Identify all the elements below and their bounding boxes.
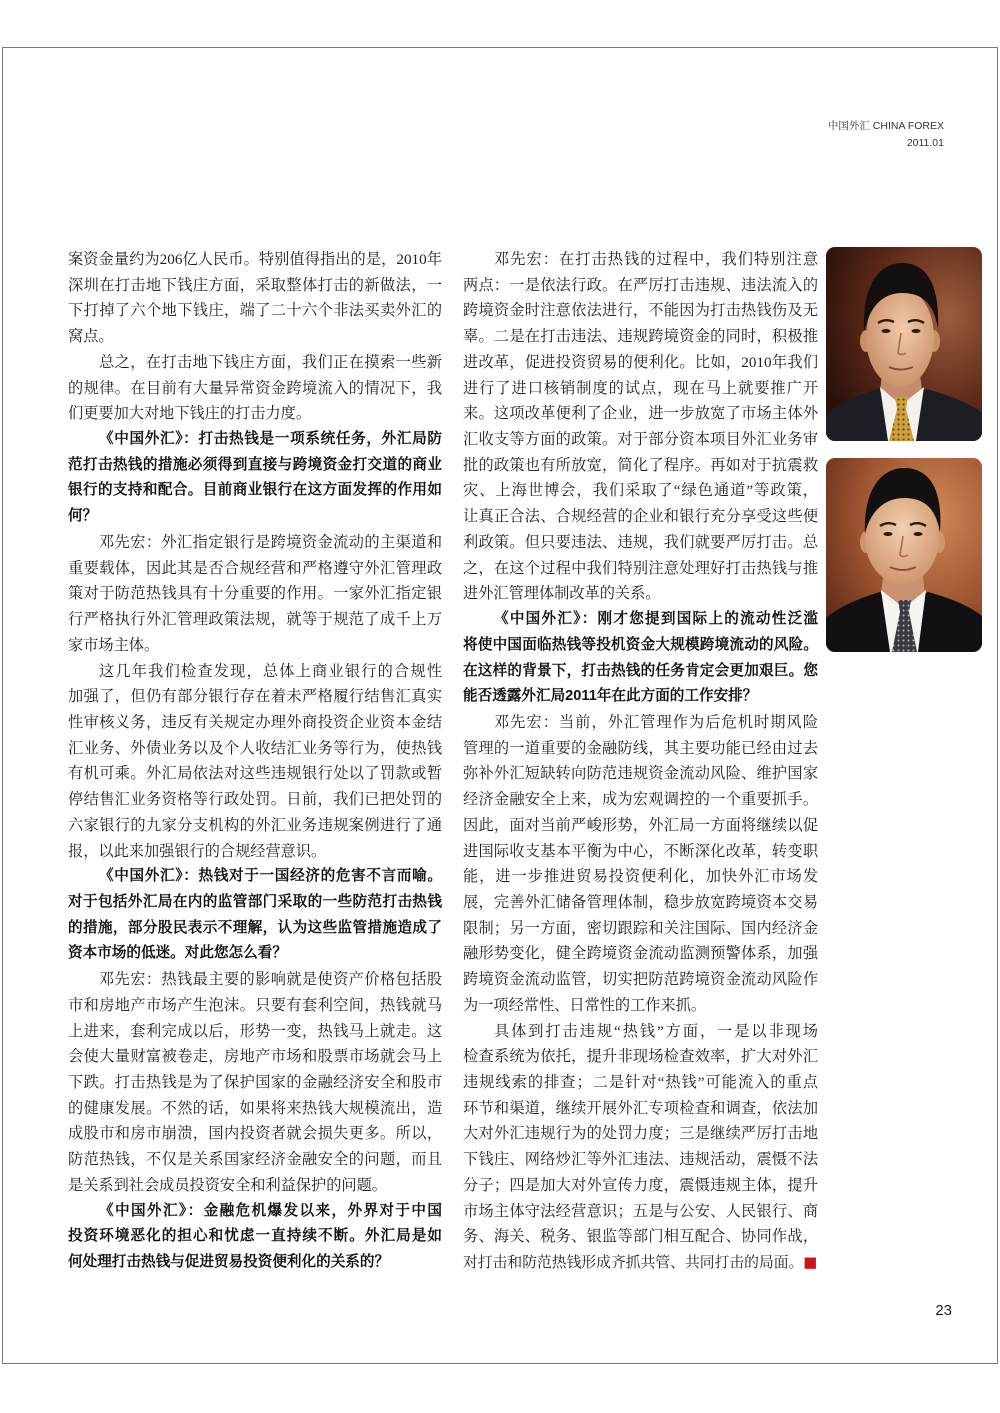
continuation-paragraph [68, 247, 442, 350]
text-line [68, 967, 442, 993]
text-line [463, 324, 818, 350]
line-text: 总之，在打击地下钱庄方面，我们正在摸索一些新 [99, 353, 442, 371]
line-text: 《中国外汇》：刚才您提到国际上的流动性泛滥 [494, 611, 818, 628]
text-line [68, 324, 442, 350]
line-text: 邓先宏：在打击热钱的过程中，我们特别注意 [494, 251, 818, 268]
line-text: 分子；四是加大对外宣传力度，震慑违规主体，提升 [463, 1176, 818, 1194]
text-line [463, 839, 818, 865]
text-line [463, 1096, 818, 1122]
line-text: 进外汇管理体制改革的关系。 [463, 585, 661, 603]
text-line [68, 401, 442, 427]
body-paragraph [463, 1019, 818, 1277]
line-text: 经济金融安全上来，成为宏观调控的一个重要抓手。 [463, 791, 818, 809]
text-line [463, 350, 818, 376]
text-line [463, 787, 818, 813]
question-paragraph [68, 864, 442, 967]
text-line [68, 761, 442, 787]
line-text: 的健康发展。不然的话，如果将来热钱大规模流出，造 [68, 1099, 442, 1117]
answer-paragraph [68, 967, 442, 1198]
text-line [68, 1070, 442, 1096]
text-line [68, 710, 442, 736]
text-line [68, 993, 442, 1019]
text-line [68, 607, 442, 633]
text-line [68, 504, 442, 530]
line-text: 对于包括外汇局在内的监管部门采取的一些防范打击热钱 [68, 893, 442, 910]
text-line [68, 427, 442, 453]
line-text: 两点：一是依法行政。在严厉打击违规、违法流入的 [463, 276, 818, 294]
line-text: 进行了进口核销制度的试点，现在马上就要推广开 [463, 379, 818, 397]
line-text: 邓先宏：热钱最主要的影响就是使资产价格包括股 [99, 971, 442, 989]
text-line [463, 710, 818, 736]
line-text: 来。这项改革便利了企业，进一步放宽了市场主体外 [463, 405, 818, 423]
text-line [68, 556, 442, 582]
line-text: 跨境资金流动监管，切实把防范跨境资金流动风险作 [463, 971, 818, 989]
text-line [463, 581, 818, 607]
line-text: 违规线索的排查；二是针对“热钱”可能流入的重点 [463, 1074, 818, 1091]
line-text: 检查系统为依托，提升非现场检查效率，扩大对外汇 [463, 1048, 818, 1066]
text-line [463, 916, 818, 942]
line-text: 防范热钱，不仅是关系国家经济金融安全的问题，而且 [68, 1151, 442, 1169]
text-line [463, 298, 818, 324]
line-text: 下钱庄、网络炒汇等外汇违法、违规活动，震慑不法 [463, 1151, 818, 1169]
line-text: 能，进一步推进贸易投资便利化，加快外汇市场发 [463, 868, 818, 886]
page-number: 23 [935, 1302, 952, 1319]
text-line [68, 350, 442, 376]
line-text: 环节和渠道，继续开展外汇专项检查和调查，依法加 [463, 1099, 818, 1117]
line-text: 进改革，促进投资贸易的便利化。比如，2010年我们 [463, 353, 818, 371]
line-text: 展，完善外汇储备管理体制，稳步放宽跨境资本交易 [463, 893, 818, 911]
line-text: 务、海关、税务、银监等部门相互配合、协同作战， [463, 1228, 818, 1246]
line-text: 成股市和房市崩溃，国内投资者就会损失更多。所以， [68, 1125, 442, 1143]
portrait-photo [826, 458, 982, 652]
text-line [68, 890, 442, 916]
answer-paragraph [68, 530, 442, 659]
line-text: 资本市场的低迷。对此您怎么看？ [68, 945, 287, 962]
line-text: 灾、上海世博会，我们采取了“绿色通道”等政策， [463, 482, 818, 500]
line-text: 汇业务、外债业务以及个人收结汇业务等行为，使热钱 [68, 739, 442, 757]
text-line [68, 478, 442, 504]
line-text: 邓先宏：外汇指定银行是跨境资金流动的主渠道和 [99, 533, 442, 551]
text-line [463, 376, 818, 402]
line-text: 利政策。但只要违法、违规，我们就要严厉打击。总 [463, 533, 818, 551]
text-line [463, 401, 818, 427]
text-line [68, 1019, 442, 1045]
text-line [463, 1121, 818, 1147]
text-line [463, 273, 818, 299]
question-paragraph [463, 607, 818, 710]
line-text: 市场主体守法经营意识；五是与公安、人民银行、商 [463, 1202, 818, 1220]
answer-paragraph [463, 710, 818, 1019]
text-line [463, 607, 818, 633]
line-text: 下打掉了六个地下钱庄，端了二十六个非法买卖外汇的 [68, 302, 442, 320]
text-line [68, 941, 442, 967]
line-text: 因此，面对当前严峻形势，外汇局一方面将继续以促 [463, 816, 818, 834]
text-line [463, 530, 818, 556]
line-text: 六家银行的九家分支机构的外汇业务违规案例进行了通 [68, 816, 442, 834]
text-line [68, 787, 442, 813]
text-line [463, 761, 818, 787]
text-line [68, 659, 442, 685]
text-line [463, 1173, 818, 1199]
line-text: 跨境资金时注意依法进行，不能因为打击热钱伤及无 [463, 302, 818, 320]
text-line [463, 1019, 818, 1045]
line-text: 限制；另一方面，密切跟踪和关注国际、国内经济金 [463, 919, 818, 937]
text-line [68, 376, 442, 402]
text-line [463, 864, 818, 890]
line-text: 这几年我们检查发现，总体上商业银行的合规性 [99, 662, 442, 680]
text-line [68, 916, 442, 942]
text-line [68, 1250, 442, 1276]
text-line [463, 556, 818, 582]
text-line [463, 813, 818, 839]
text-line [68, 1044, 442, 1070]
line-text: 何？ [68, 508, 98, 525]
line-text: 策对于防范热钱具有十分重要的作用。一家外汇指定银 [68, 585, 442, 603]
line-text: 深圳在打击地下钱庄方面，采取整体打击的新做法，一 [68, 276, 442, 294]
line-text: 是关系到社会成员投资安全和利益保护的问题。 [68, 1176, 387, 1194]
text-line [463, 478, 818, 504]
right-column [463, 247, 818, 1277]
line-text: 对打击和防范热钱形成齐抓共管、共同打击的局面。 [463, 1255, 804, 1272]
body-paragraph [68, 350, 442, 427]
line-text: 上进来，套利完成以后，形势一变，热钱马上就走。这 [68, 1022, 442, 1040]
line-text: 在这样的背景下，打击热钱的任务肯定会更加艰巨。您 [463, 662, 818, 679]
text-line [463, 247, 818, 273]
text-line [68, 530, 442, 556]
line-text: 将使中国面临热钱等投机资金大规模跨境流动的风险。 [463, 636, 818, 653]
line-text: 何处理打击热钱与促进贸易投资便利化的关系的？ [68, 1254, 390, 1271]
line-text: 能否透露外汇局2011年在此方面的工作安排？ [463, 688, 758, 705]
line-text: 融形势变化，健全跨境资金流动监测预警体系，加强 [463, 945, 818, 963]
line-text: 汇收支等方面的政策。对于部分资本项目外汇业务审 [463, 431, 818, 449]
line-text: 为一项经常性、日常性的工作来抓。 [463, 996, 706, 1014]
text-line [463, 993, 818, 1019]
answer-paragraph [463, 247, 818, 607]
line-text: 的规律。在目前有大量异常资金跨境流入的情况下，我 [68, 379, 442, 397]
line-text: 管理的一道重要的金融防线，其主要功能已经由过去 [463, 739, 818, 757]
text-line [68, 684, 442, 710]
line-text: 们更要加大对地下钱庄的打击力度。 [68, 405, 311, 423]
text-line [463, 941, 818, 967]
line-text: 性审核义务，违反有关规定办理外商投资企业资本金结 [68, 713, 442, 731]
line-text: 银行的支持和配合。目前商业银行在这方面发挥的作用如 [68, 482, 442, 499]
text-line [68, 1224, 442, 1250]
body-paragraph [68, 659, 442, 865]
text-line [463, 427, 818, 453]
line-text: 《中国外汇》：金融危机爆发以来，外界对于中国 [99, 1202, 442, 1219]
question-paragraph [68, 1199, 442, 1276]
line-text: 《中国外汇》：热钱对于一国经济的危害不言而喻。 [99, 868, 442, 885]
text-line [68, 1121, 442, 1147]
line-text: 让真正合法、合规经营的企业和银行充分享受这些便 [463, 508, 818, 526]
end-of-article-mark: ■ [803, 1254, 818, 1272]
line-text: 窝点。 [68, 328, 114, 346]
line-text: 加强了，但仍有部分银行存在着未严格履行结售汇真实 [68, 688, 442, 706]
text-line [68, 1147, 442, 1173]
text-line [463, 890, 818, 916]
line-text: 范打击热钱的措施必须得到直接与跨境资金打交道的商业 [68, 456, 442, 473]
left-column [68, 247, 442, 1276]
line-text: 市和房地产市场产生泡沫。只要有套利空间，热钱就马 [68, 996, 442, 1014]
line-text: 会使大量财富被卷走，房地产市场和股票市场就会马上 [68, 1048, 442, 1066]
text-line [68, 581, 442, 607]
text-line [68, 1173, 442, 1199]
text-line [68, 247, 442, 273]
text-line [463, 1224, 818, 1250]
line-text: 停结售汇业务资格等行政处罚。日前，我们已把处罚的 [68, 791, 442, 809]
line-text: 报，以此来加强银行的合规经营意识。 [68, 842, 327, 860]
line-text: 有机可乘。外汇局依法对这些违规银行处以了罚款或暂 [68, 765, 442, 783]
text-line [68, 1096, 442, 1122]
text-line [68, 633, 442, 659]
issue-date: 2011.01 [906, 137, 944, 149]
text-line [68, 839, 442, 865]
publication-name: 中国外汇 CHINA FOREX [827, 120, 944, 132]
text-line [463, 659, 818, 685]
line-text: 家市场主体。 [68, 636, 160, 654]
line-text: 辜。二是在打击违法、违规跨境资金的同时，积极推 [463, 328, 818, 346]
running-head [828, 118, 944, 152]
text-line [68, 453, 442, 479]
portrait-photo [826, 247, 982, 441]
text-line [68, 813, 442, 839]
line-text: 弥补外汇短缺转向防范违规资金流动风险、维护国家 [463, 765, 818, 783]
text-line [463, 736, 818, 762]
text-line [463, 684, 818, 710]
text-line [68, 736, 442, 762]
text-line [463, 1070, 818, 1096]
line-text: 批的政策也有所放宽，简化了程序。再如对于抗震救 [463, 456, 818, 474]
line-text: 下跌。打击热钱是为了保护国家的金融经济安全和股市 [68, 1074, 442, 1091]
question-paragraph [68, 427, 442, 530]
text-line [68, 864, 442, 890]
text-line [463, 1044, 818, 1070]
text-line [463, 504, 818, 530]
text-line [68, 1199, 442, 1225]
text-line [463, 967, 818, 993]
line-text: 投资环境恶化的担心和忧虑一直持续不断。外汇局是如 [68, 1228, 442, 1245]
line-text: 进国际收支基本平衡为中心，不断深化改革，转变职 [463, 842, 818, 860]
text-line [463, 1147, 818, 1173]
text-line [68, 298, 442, 324]
line-text: 之，在这个过程中我们特别注意处理好打击热钱与推 [463, 559, 818, 577]
line-text: 案资金量约为206亿人民币。特别值得指出的是，2010年 [68, 251, 442, 268]
text-line [68, 273, 442, 299]
line-text: 大对外汇违规行为的处罚力度；三是继续严厉打击地 [463, 1125, 818, 1143]
line-text: 邓先宏：当前，外汇管理作为后危机时期风险 [494, 713, 818, 731]
line-text: 具体到打击违规“热钱”方面，一是以非现场 [494, 1022, 818, 1040]
line-text: 《中国外汇》：打击热钱是一项系统任务，外汇局防 [99, 431, 442, 448]
text-line [463, 633, 818, 659]
text-line [463, 1199, 818, 1225]
line-text: 行严格执行外汇管理政策法规，就等于规范了成千上万 [68, 611, 442, 629]
line-text: 的措施，部分股民表示不理解，认为这些监管措施造成了 [68, 919, 442, 936]
line-text: 重要载体，因此其是否合规经营和严格遵守外汇管理政 [68, 559, 442, 577]
text-line [463, 1250, 818, 1277]
text-line [463, 453, 818, 479]
